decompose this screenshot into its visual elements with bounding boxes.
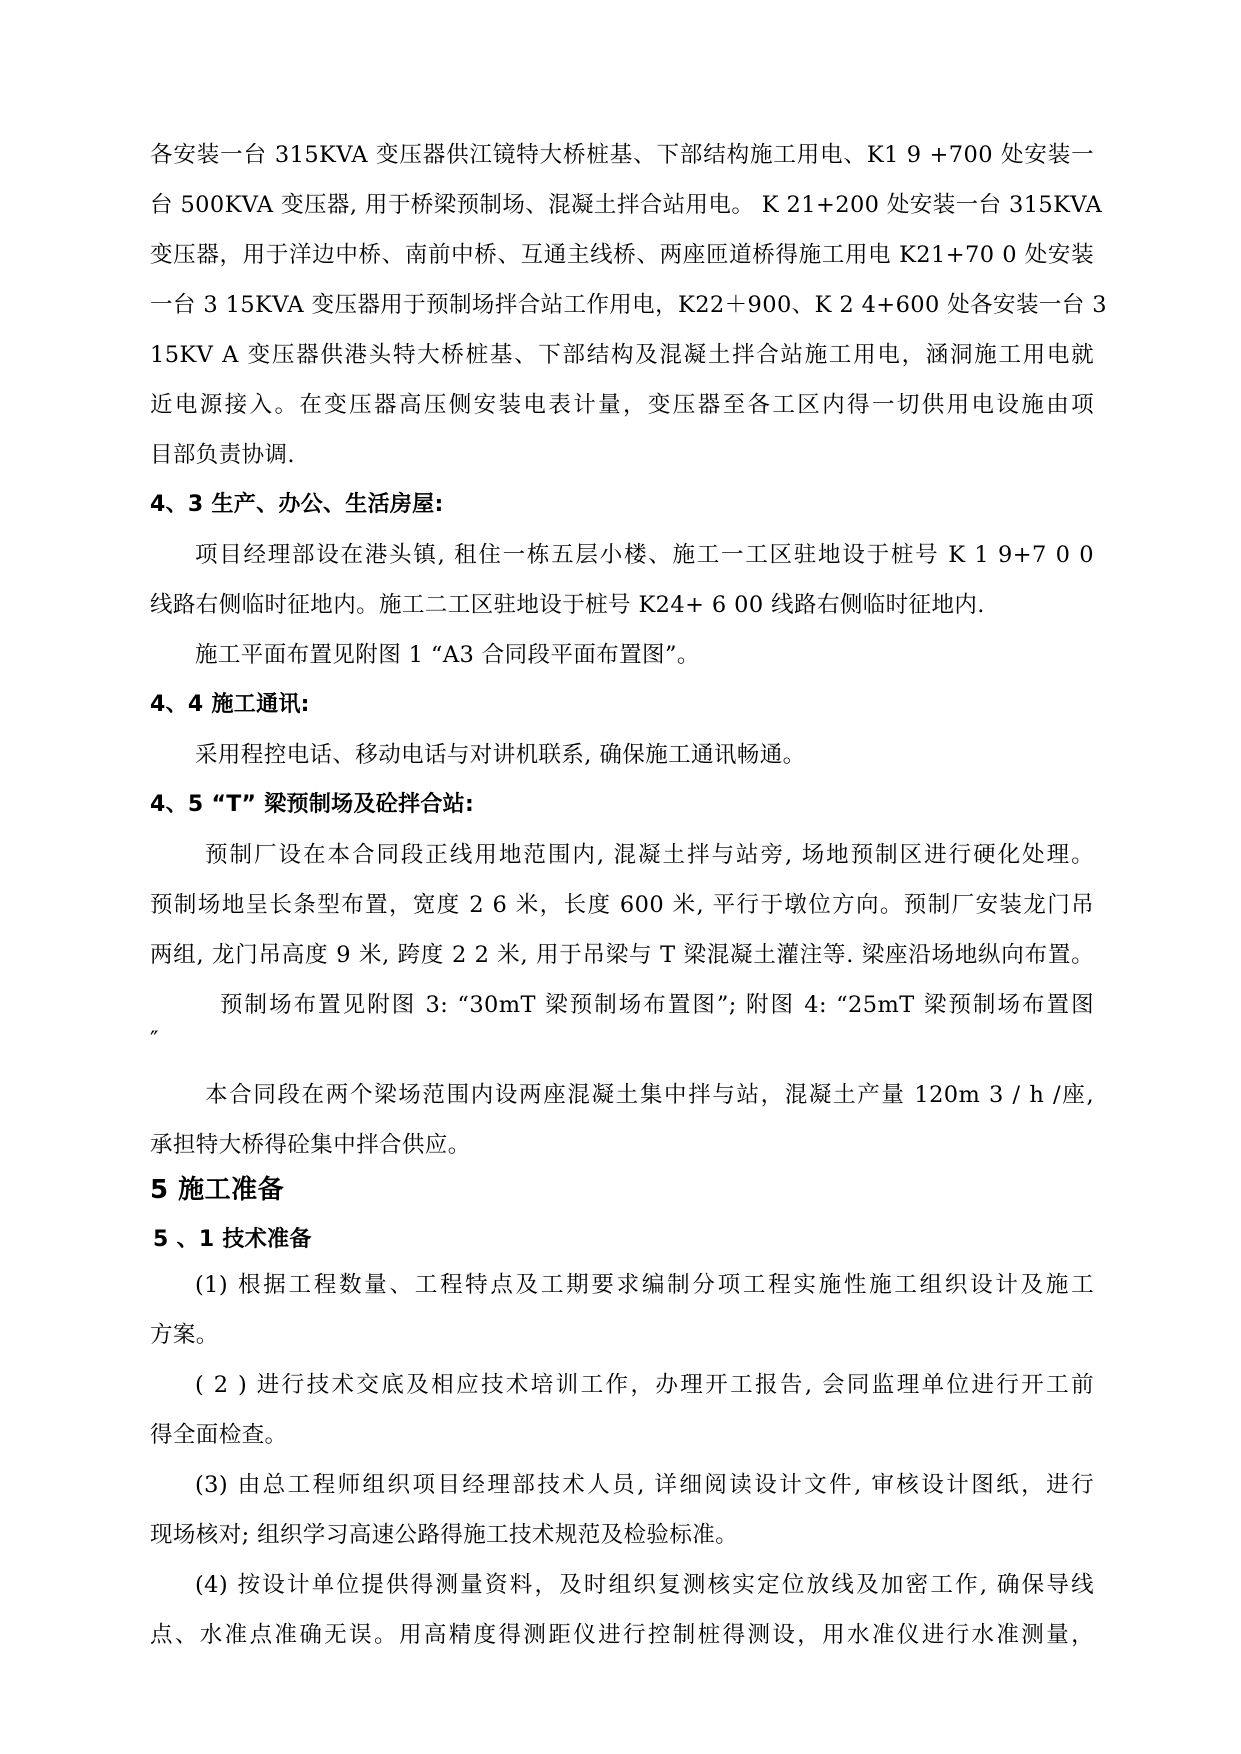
paragraph-line: 采用程控电话、移动电话与对讲机联系, 确保施工通讯畅通。: [195, 742, 806, 768]
paragraph-line: 点、水准点准确无误。用高精度得测距仪进行控制桩得测设，用水准仪进行水准测量，: [150, 1622, 1094, 1648]
paragraph-line: 台 500KVA 变压器, 用于桥梁预制场、混凝土拌合站用电。 K 21+200 处安装一台 315KVA: [150, 192, 1103, 218]
paragraph-line: 变压器，用于洋边中桥、南前中桥、互通主线桥、两座匝道桥得施工用电 K21+70 0 处安装: [150, 242, 1094, 268]
paragraph-line: 现场核对; 组织学习高速公路得施工技术规范及检验标准。: [150, 1522, 739, 1548]
paragraph-line: 预制场布置见附图 3: “30mT 梁预制场布置图”; 附图 4: “25mT 梁预制场布置图: [220, 992, 1094, 1018]
paragraph-line: 项目经理部设在港头镇, 租住一栋五层小楼、施工一工区驻地设于桩号 K 1 9+7 0 0: [195, 542, 1094, 568]
paragraph-line: 承担特大桥得砼集中拌合供应。: [150, 1132, 471, 1158]
section-heading-4-5: 4、5 “T” 梁预制场及砼拌合站:: [150, 792, 475, 817]
paragraph-line: 两组, 龙门吊高度 9 米, 跨度 2 2 米, 用于吊梁与 T 梁混凝土灌注等. 梁座沿场地纵向布置。: [150, 942, 1094, 968]
section-heading-4-4: 4、4 施工通讯:: [150, 692, 310, 717]
paragraph-line: 目部负责协调.: [150, 442, 295, 468]
paragraph-line: (1) 根据工程数量、工程特点及工期要求编制分项工程实施性施工组织设计及施工: [195, 1272, 1094, 1298]
chapter-heading-5: 5 施工准备: [150, 1175, 285, 1205]
paragraph-line: 近电源接入。在变压器高压侧安装电表计量，变压器至各工区内得一切供用电设施由项: [150, 392, 1094, 418]
paragraph-line: (4) 按设计单位提供得测量资料，及时组织复测核实定位放线及加密工作, 确保导线: [195, 1572, 1094, 1598]
section-heading-5-1: 5 、1 技术准备: [153, 1227, 312, 1252]
paragraph-line: ( 2 ) 进行技术交底及相应技术培训工作，办理开工报告, 会同监理单位进行开工前: [195, 1372, 1094, 1398]
paragraph-line: 预制厂设在本合同段正线用地范围内, 混凝土拌与站旁, 场地预制区进行硬化处理。: [205, 842, 1094, 868]
section-heading-4-3: 4、3 生产、办公、生活房屋:: [150, 492, 444, 517]
paragraph-line: 线路右侧临时征地内。施工二工区驻地设于桩号 K24+ 6 00 线路右侧临时征地内.: [150, 592, 985, 618]
paragraph-line: 各安装一台 315KVA 变压器供江镜特大桥桩基、下部结构施工用电、K1 9 +700 处安装一: [150, 142, 1094, 168]
paragraph-line: 一台 3 15KVA 变压器用于预制场拌合站工作用电，K22＋900、K 2 4+600 处各安装一台 3: [150, 292, 1107, 318]
paragraph-line: (3) 由总工程师组织项目经理部技术人员, 详细阅读设计文件, 审核设计图纸，进行: [195, 1472, 1094, 1498]
paragraph-line: 15KV A 变压器供港头特大桥桩基、下部结构及混凝土拌合站施工用电，涵洞施工用电就: [150, 342, 1094, 368]
paragraph-line: 预制场地呈长条型布置，宽度 2 6 米，长度 600 米, 平行于墩位方向。预制厂安装龙门吊: [150, 892, 1094, 918]
paragraph-line: 施工平面布置见附图 1 “A3 合同段平面布置图”。: [195, 642, 700, 668]
paragraph-line: 本合同段在两个梁场范围内设两座混凝土集中拌与站，混凝土产量 120m 3 / h /座,: [205, 1082, 1094, 1108]
paragraph-line: ″: [150, 1027, 159, 1053]
paragraph-line: 得全面检查。: [150, 1422, 288, 1448]
paragraph-line: 方案。: [150, 1322, 219, 1348]
